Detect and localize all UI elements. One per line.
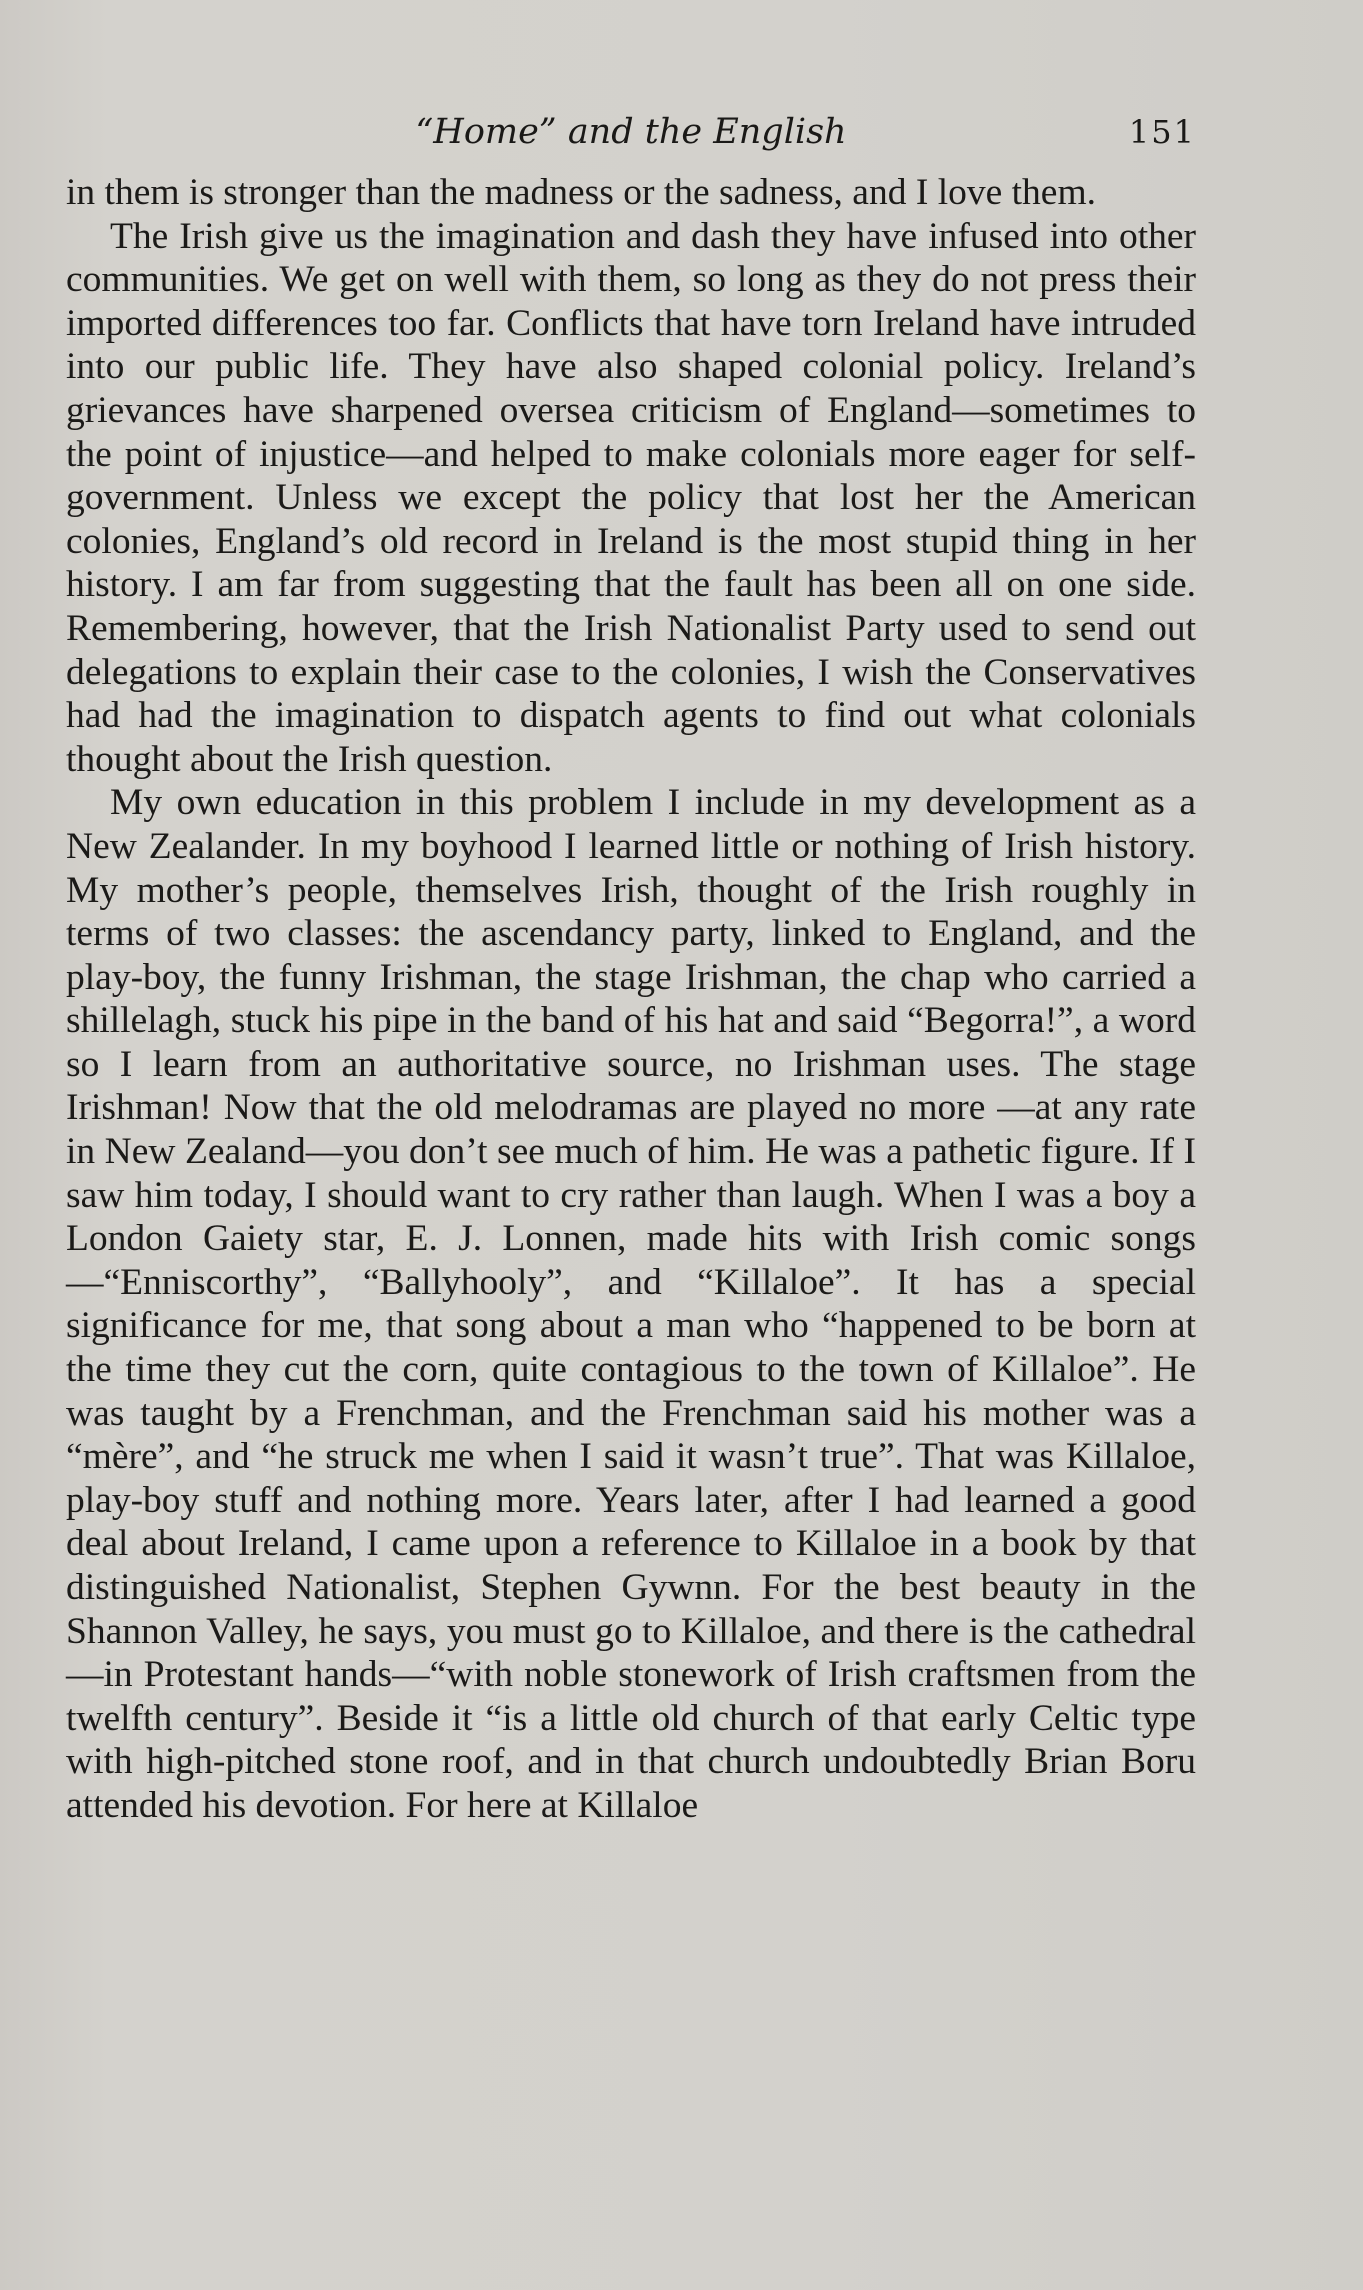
running-title: “Home” and the English: [415, 112, 847, 152]
page-number: 151: [1128, 113, 1196, 151]
paragraph-irish-imagination: The Irish give us the imagination and dash they have infused into other communities. We get on well with them, so long as they do not press their imported differences too far. Conflicts that have torn Ireland have intruded into our public life. They have also shaped colonial policy. Ireland’s grievances have sharpened oversea criticism of England—sometimes to the point of injustice—and helped to make colonials more eager for self-government. Unless we except the policy that lost her the American colonies, England’s old record in Ireland is the most stupid thing in her history. I am far from suggesting that the fault has been all on one side. Remembering, however, that the Irish Nationalist Party used to send out delegations to explain their case to the colonies, I wish the Conservatives had had the imagination to dispatch agents to find out what colonials thought about the Irish question.: [66, 215, 1196, 780]
paragraph-education: My own education in this problem I include in my development as a New Zealander. In my boyhood I learned little or nothing of Irish history. My mother’s people, themselves Irish, thought of the Irish roughly in terms of two classes: the ascendancy party, linked to England, and the play-boy, the funny Irishman, the stage Irishman, the chap who carried a shillelagh, stuck his pipe in the band of his hat and said “Begorra!”, a word so I learn from an authoritative source, no Irishman uses. The stage Irishman! Now that the old melodramas are played no more —at any rate in New Zealand—you don’t see much of him. He was a pathetic figure. If I saw him today, I should want to cry rather than laugh. When I was a boy a London Gaiety star, E. J. Lonnen, made hits with Irish comic songs—“Enniscorthy”, “Ballyhooly”, and “Killaloe”. It has a special significance for me, that song about a man who “happened to be born at the time they cut the corn, quite contagious to the town of Killaloe”. He was taught by a Frenchman, and the Frenchman said his mother was a “mère”, and “he struck me when I said it wasn’t true”. That was Killaloe, play-boy stuff and nothing more. Years later, after I had learned a good deal about Ireland, I came upon a reference to Killaloe in a book by that distinguished Nationalist, Stephen Gywnn. For the best beauty in the Shannon Valley, he says, you must go to Killaloe, and there is the cathedral—in Protestant hands—“with noble stonework of Irish craftsmen from the twelfth century”. Beside it “is a little old church of that early Celtic type with high-pitched stone roof, and in that church undoubtedly Brian Boru attended his devotion. For here at Killaloe: [66, 782, 1196, 1826]
paragraph-continued: in them is stronger than the madness or the sadness, and I love them.: [66, 172, 1096, 213]
body-text: [66, 171, 1196, 1828]
running-head: [66, 108, 1196, 158]
